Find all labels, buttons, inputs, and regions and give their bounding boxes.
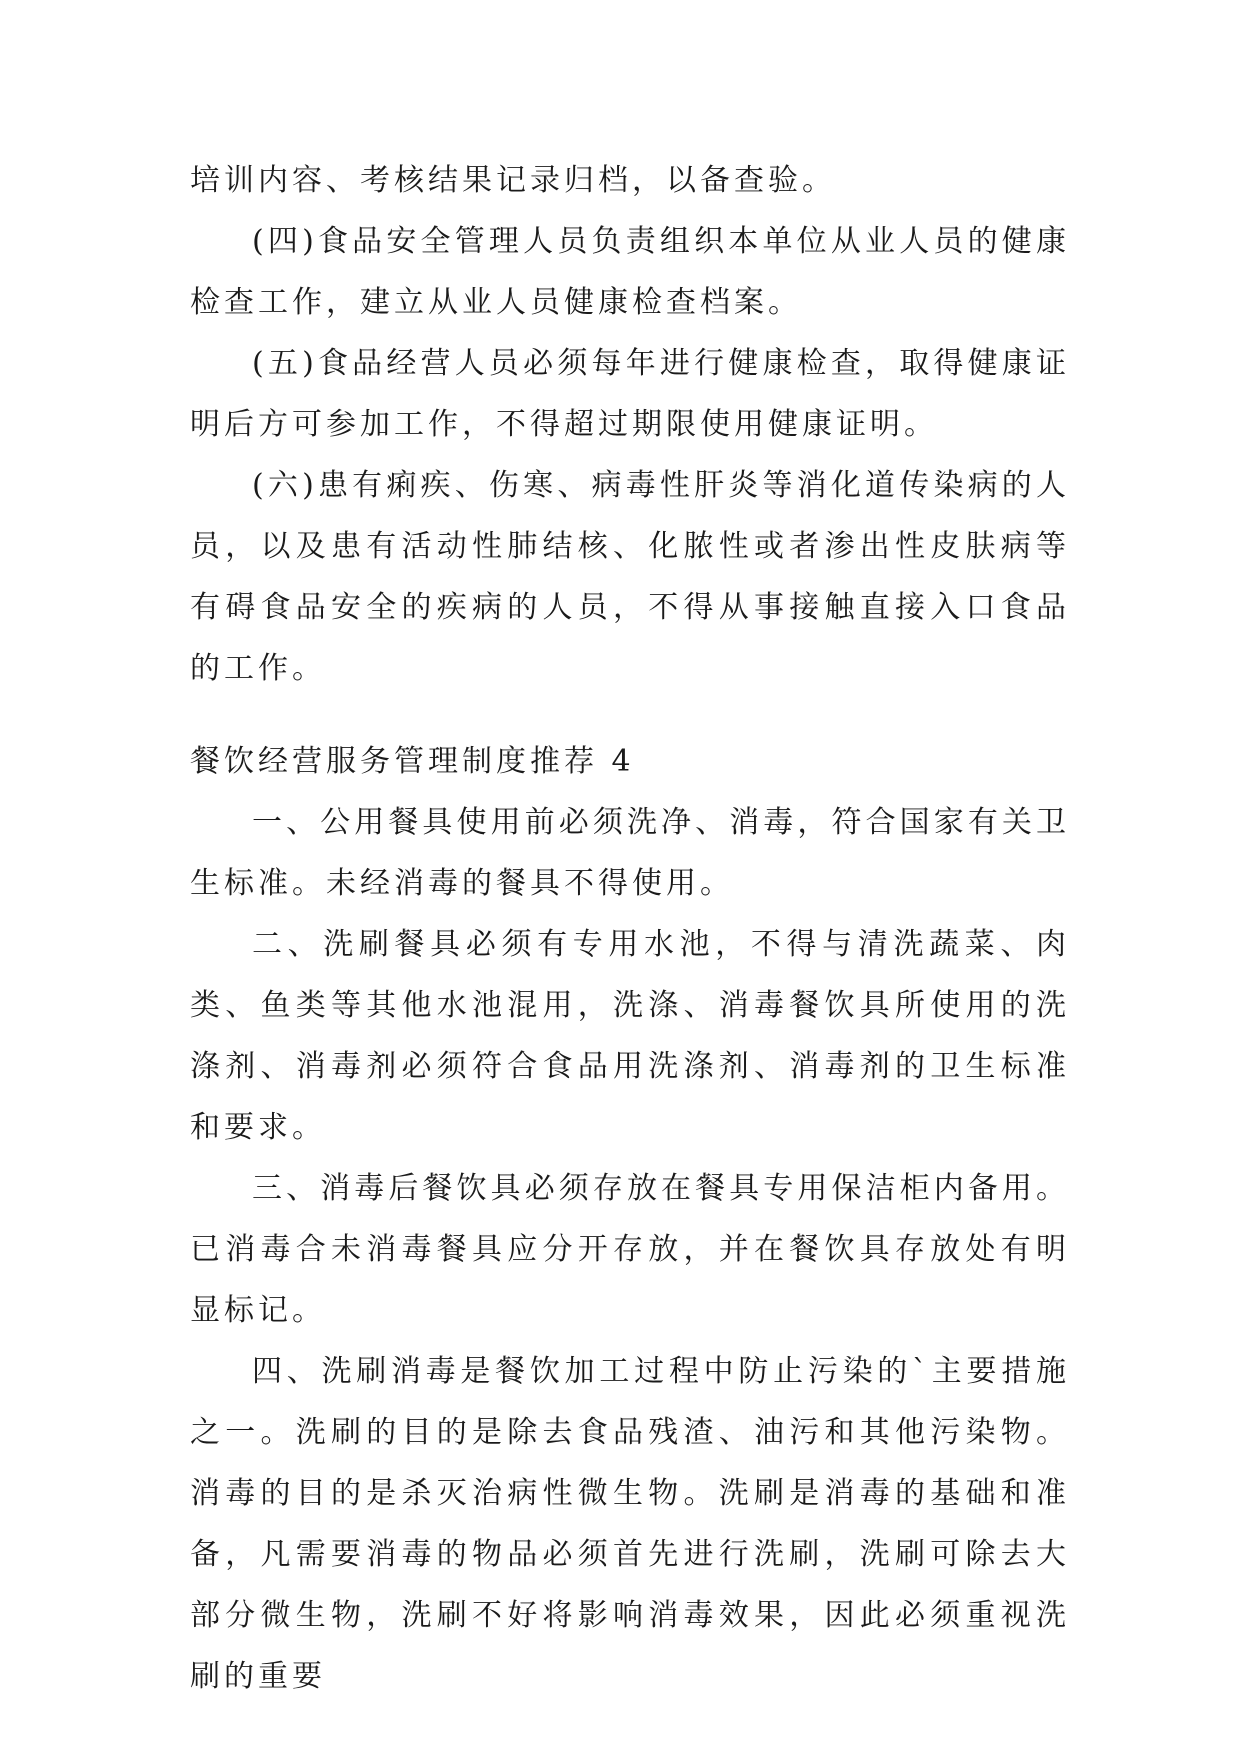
- paragraph-item-6: (六)患有痢疾、伤寒、病毒性肝炎等消化道传染病的人员，以及患有活动性肺结核、化脓性或者渗出性皮肤病等有碍食品安全的疾病的人员，不得从事接触直接入口食品的工作。: [190, 468, 1070, 686]
- paragraph-item-5: (五)食品经营人员必须每年进行健康检查，取得健康证明后方可参加工作，不得超过期限使用健康证明。: [190, 346, 1070, 442]
- paragraph-rule-3: 三、消毒后餐饮具必须存放在餐具专用保洁柜内备用。已消毒合未消毒餐具应分开存放，并在餐饮具存放处有明显标记。: [190, 1171, 1070, 1328]
- paragraph-rule-2: 二、洗刷餐具必须有专用水池，不得与清洗蔬菜、肉类、鱼类等其他水池混用，洗涤、消毒餐饮具所使用的洗涤剂、消毒剂必须符合食品用洗涤剂、消毒剂的卫生标准和要求。: [190, 927, 1070, 1145]
- section-title: 餐饮经营服务管理制度推荐 4: [190, 744, 635, 779]
- document-page: [190, 150, 1070, 1707]
- paragraph-training-records: 培训内容、考核结果记录归档，以备查验。: [190, 163, 836, 198]
- paragraph-rule-4: 四、洗刷消毒是餐饮加工过程中防止污染的`主要措施之一。洗刷的目的是除去食品残渣、油污和其他污染物。消毒的目的是杀灭治病性微生物。洗刷是消毒的基础和准备，凡需要消毒的物品必须首先进行洗刷，洗刷可除去大部分微生物，洗刷不好将影响消毒效果，因此必须重视洗刷的重要: [190, 1354, 1070, 1694]
- paragraph-item-4: (四)食品安全管理人员负责组织本单位从业人员的健康检查工作，建立从业人员健康检查档案。: [190, 224, 1070, 320]
- paragraph-rule-1: 一、公用餐具使用前必须洗净、消毒，符合国家有关卫生标准。未经消毒的餐具不得使用。: [190, 805, 1070, 901]
